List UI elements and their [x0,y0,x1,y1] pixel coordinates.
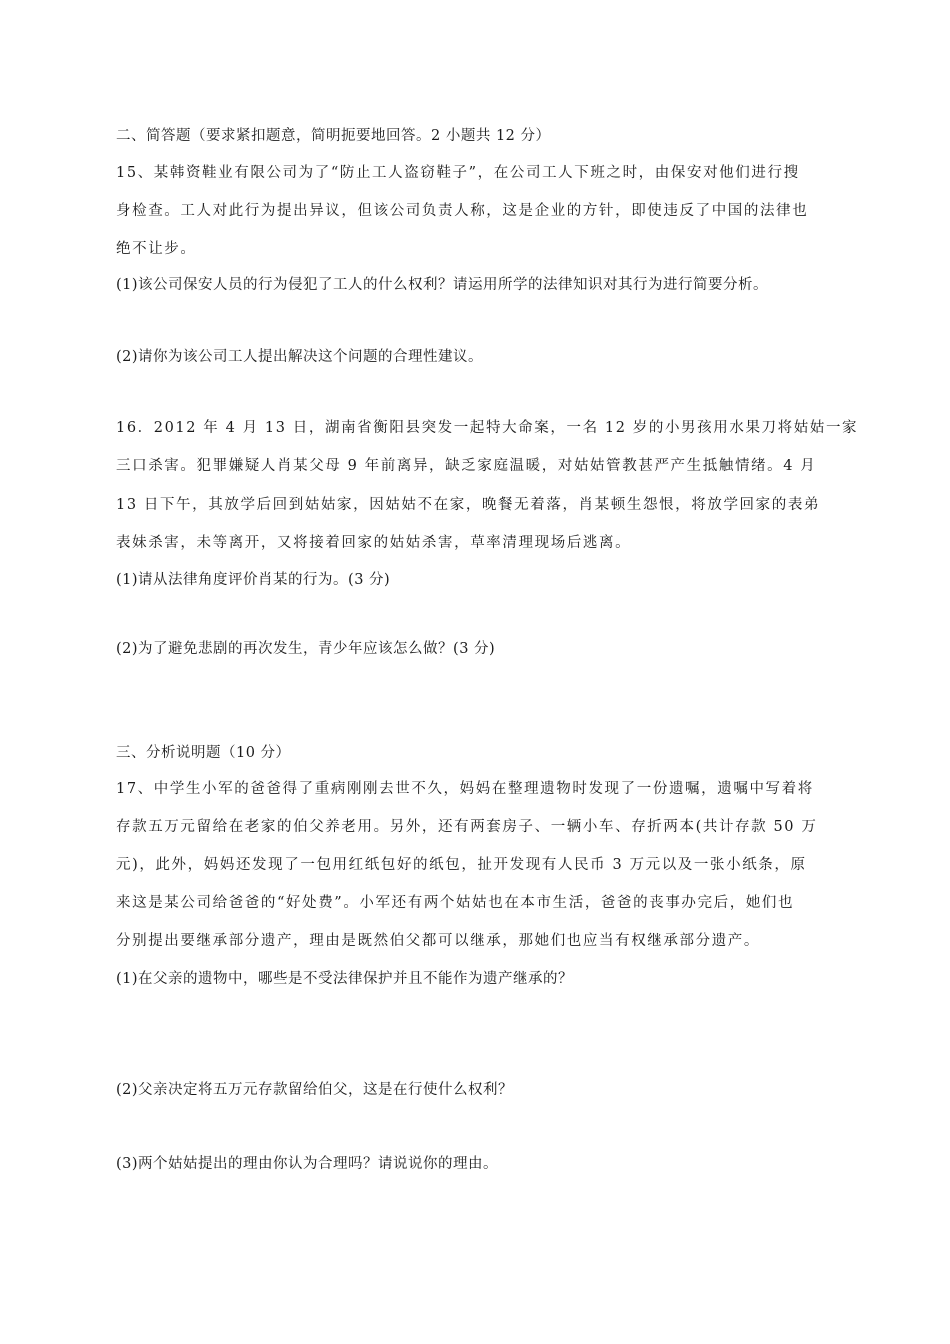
question-15-line-3: 绝不让步。 [116,241,197,257]
question-16-line-1: 16．2012 年 4 月 13 日，湖南省衡阳县突发一起特大命案，一名 12 岁的小男孩用水果刀将姑姑一家 [116,420,859,436]
question-16-line-3: 13 日下午，其放学后回到姑姑家，因姑姑不在家，晚餐无着落，肖某顿生怨恨，将放学回家的表弟 [116,497,821,513]
question-17-line-5: 分别提出要继承部分遗产，理由是既然伯父都可以继承，那她们也应当有权继承部分遗产。 [116,933,760,949]
question-17-subquestion-3: (3)两个姑姑提出的理由你认为合理吗？请说说你的理由。 [116,1156,499,1172]
question-17-line-4: 来这是某公司给爸爸的“好处费”。小军还有两个姑姑也在本市生活，爸爸的丧事办完后，她们也 [116,895,795,911]
question-17-line-3: 元)，此外，妈妈还发现了一包用红纸包好的纸包，扯开发现有人民币 3 万元以及一张小纸条，原 [116,857,807,873]
question-17-line-2: 存款五万元留给在老家的伯父养老用。另外，还有两套房子、一辆小车、存折两本(共计存款 50 万 [116,819,818,835]
question-15-line-1: 15、某韩资鞋业有限公司为了“防止工人盗窃鞋子”，在公司工人下班之时，由保安对他们进行搜 [116,165,800,181]
question-16-line-2: 三口杀害。犯罪嫌疑人肖某父母 9 年前离异，缺乏家庭温暖，对姑姑管教甚严产生抵触情绪。4 月 [116,458,817,474]
question-17-line-1: 17、中学生小军的爸爸得了重病刚刚去世不久，妈妈在整理遗物时发现了一份遗嘱，遗嘱中写着将 [116,781,814,797]
question-17-subquestion-1: (1)在父亲的遗物中，哪些是不受法律保护并且不能作为遗产继承的？ [116,971,574,987]
question-16-subquestion-1: (1)请从法律角度评价肖某的行为。(3 分) [116,572,391,588]
section-2-heading: 二、简答题（要求紧扣题意，简明扼要地回答。2 小题共 12 分） [116,128,551,144]
question-16-subquestion-2: (2)为了避免悲剧的再次发生，青少年应该怎么做？(3 分) [116,641,496,657]
question-16-line-4: 表妹杀害，未等离开，又将接着回家的姑姑杀害，草率清理现场后逃离。 [116,535,632,551]
question-15-line-2: 身检查。工人对此行为提出异议，但该公司负责人称，这是企业的方针，即使违反了中国的法律也 [116,203,809,219]
question-15-subquestion-1: (1)该公司保安人员的行为侵犯了工人的什么权利？请运用所学的法律知识对其行为进行简要分析。 [116,277,769,293]
question-15-subquestion-2: (2)请你为该公司工人提出解决这个问题的合理性建议。 [116,349,484,365]
question-17-subquestion-2: (2)父亲决定将五万元存款留给伯父，这是在行使什么权利？ [116,1082,514,1098]
section-3-heading: 三、分析说明题（10 分） [116,745,291,761]
